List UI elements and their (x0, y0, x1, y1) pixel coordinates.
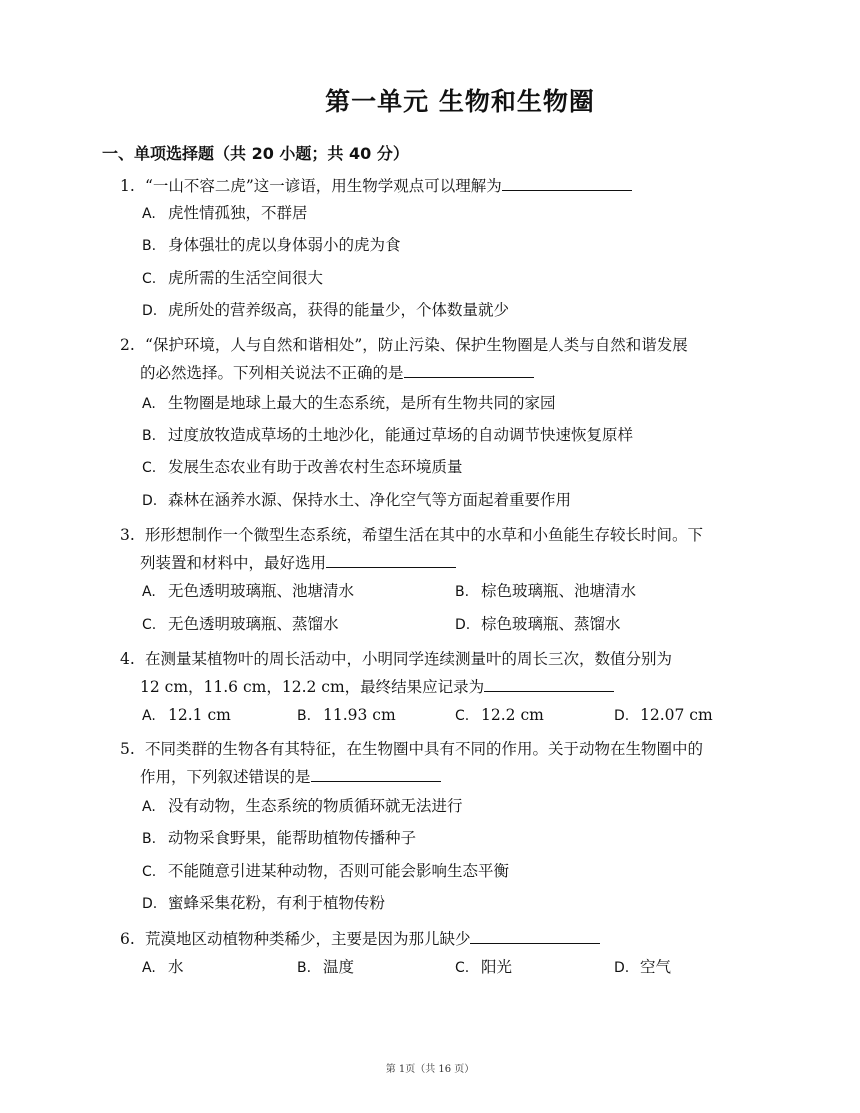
option-letter: D. (614, 960, 630, 976)
question-number: 4. (120, 650, 135, 668)
answer-blank (470, 929, 600, 944)
option-letter: C. (455, 708, 470, 724)
option-letter: C. (142, 864, 157, 880)
option-letter: B. (455, 584, 470, 600)
option-letter: A. (142, 799, 156, 815)
section-heading: 一、单项选择题（共 20 小题；共 40 分） (102, 144, 409, 163)
option-c (142, 860, 509, 883)
question-text: 作用，下列叙述错误的是 (140, 768, 311, 786)
option-c (142, 613, 339, 636)
option-d (142, 892, 385, 915)
option-a (142, 704, 231, 727)
question-2 (120, 334, 688, 356)
option-b (142, 827, 416, 850)
option-d (455, 613, 621, 636)
option-c (142, 267, 323, 290)
option-letter: D. (614, 708, 630, 724)
option-text: 没有动物，生态系统的物质循环就无法进行 (168, 797, 463, 815)
option-text: 不能随意引进某种动物，否则可能会影响生态平衡 (168, 862, 510, 880)
option-text: 12.1 cm (168, 706, 231, 724)
option-text: 虎所处的营养级高，获得的能量少，个体数量就少 (168, 301, 510, 319)
question-2-continued (140, 362, 534, 384)
option-text: 动物采食野果，能帮助植物传播种子 (168, 829, 417, 847)
question-text: 在测量某植物叶的周长活动中，小明同学连续测量叶的周长三次，数值分别为 (144, 650, 672, 668)
question-text: 的必然选择。下列相关说法不正确的是 (140, 364, 404, 382)
option-text: 发展生态农业有助于改善农村生态环境质量 (168, 458, 463, 476)
option-a (142, 580, 354, 603)
question-text: “保护环境，人与自然和谐相处”，防止污染、保护生物圈是人类与自然和谐发展 (144, 336, 688, 354)
option-text: 水 (168, 958, 184, 976)
question-text: 12 cm，11.6 cm，12.2 cm，最终结果应记录为 (140, 678, 485, 696)
option-b (142, 234, 401, 257)
option-letter: B. (142, 428, 157, 444)
option-d (614, 956, 671, 979)
option-text: 无色透明玻璃瓶、蒸馏水 (168, 615, 339, 633)
question-3-continued (140, 552, 456, 574)
option-text: 虎所需的生活空间很大 (168, 269, 324, 287)
option-text: 12.07 cm (640, 706, 713, 724)
option-letter: A. (142, 206, 156, 222)
question-number: 2. (120, 336, 135, 354)
option-letter: B. (142, 238, 157, 254)
question-text: 列装置和材料中，最好选用 (140, 554, 327, 572)
option-letter: B. (297, 960, 312, 976)
question-text: 不同类群的生物各有其特征，在生物圈中具有不同的作用。关于动物在生物圈中的 (144, 740, 703, 758)
page-footer: 第 1页（共 16 页） (385, 1064, 475, 1075)
question-text: 形形想制作一个微型生态系统，希望生活在其中的水草和小鱼能生存较长时间。下 (144, 526, 703, 544)
question-3 (120, 524, 703, 546)
question-4-continued (140, 676, 614, 698)
option-letter: C. (142, 460, 157, 476)
page-title: 第一单元 生物和生物圈 (325, 87, 595, 116)
option-letter: A. (142, 396, 156, 412)
answer-blank (326, 553, 456, 568)
option-letter: A. (142, 960, 156, 976)
option-letter: D. (455, 617, 471, 633)
option-text: 蜜蜂采集花粉，有利于植物传粉 (168, 894, 386, 912)
option-letter: D. (142, 303, 158, 319)
answer-blank (484, 677, 614, 692)
question-1 (120, 175, 632, 197)
option-c (455, 704, 544, 727)
question-text: 荒漠地区动植物种类稀少，主要是因为那儿缺少 (144, 930, 471, 948)
option-letter: C. (142, 617, 157, 633)
question-number: 1. (120, 177, 135, 195)
answer-blank (311, 767, 441, 782)
question-4 (120, 648, 672, 670)
option-letter: A. (142, 584, 156, 600)
option-b (455, 580, 636, 603)
option-c (142, 456, 463, 479)
option-a (142, 956, 184, 979)
option-text: 温度 (323, 958, 355, 976)
option-letter: B. (297, 708, 312, 724)
option-c (455, 956, 512, 979)
question-5-continued (140, 766, 441, 788)
question-5 (120, 738, 703, 760)
option-text: 棕色玻璃瓶、蒸馏水 (481, 615, 621, 633)
option-letter: C. (455, 960, 470, 976)
option-b (297, 704, 396, 727)
option-a (142, 795, 463, 818)
question-number: 5. (120, 740, 135, 758)
option-letter: A. (142, 708, 156, 724)
option-letter: D. (142, 896, 158, 912)
option-d (142, 299, 509, 322)
option-text: 森林在涵养水源、保持水土、净化空气等方面起着重要作用 (168, 491, 572, 509)
answer-blank (502, 176, 632, 191)
option-b (297, 956, 354, 979)
question-number: 6. (120, 930, 135, 948)
option-d (142, 489, 571, 512)
option-text: 过度放牧造成草场的土地沙化，能通过草场的自动调节快速恢复原样 (168, 426, 634, 444)
option-letter: D. (142, 493, 158, 509)
option-text: 虎性情孤独，不群居 (168, 204, 308, 222)
option-a (142, 202, 308, 225)
option-text: 11.93 cm (323, 706, 396, 724)
option-text: 12.2 cm (481, 706, 544, 724)
option-text: 无色透明玻璃瓶、池塘清水 (168, 582, 355, 600)
option-d (614, 704, 713, 727)
question-number: 3. (120, 526, 135, 544)
option-a (142, 392, 556, 415)
option-b (142, 424, 633, 447)
answer-blank (404, 363, 534, 378)
option-text: 生物圈是地球上最大的生态系统，是所有生物共同的家园 (168, 394, 556, 412)
question-text: “一山不容二虎”这一谚语，用生物学观点可以理解为 (144, 177, 502, 195)
option-text: 空气 (640, 958, 672, 976)
question-6 (120, 928, 600, 950)
option-letter: C. (142, 271, 157, 287)
option-text: 棕色玻璃瓶、池塘清水 (481, 582, 637, 600)
option-letter: B. (142, 831, 157, 847)
option-text: 身体强壮的虎以身体弱小的虎为食 (168, 236, 401, 254)
option-text: 阳光 (481, 958, 513, 976)
